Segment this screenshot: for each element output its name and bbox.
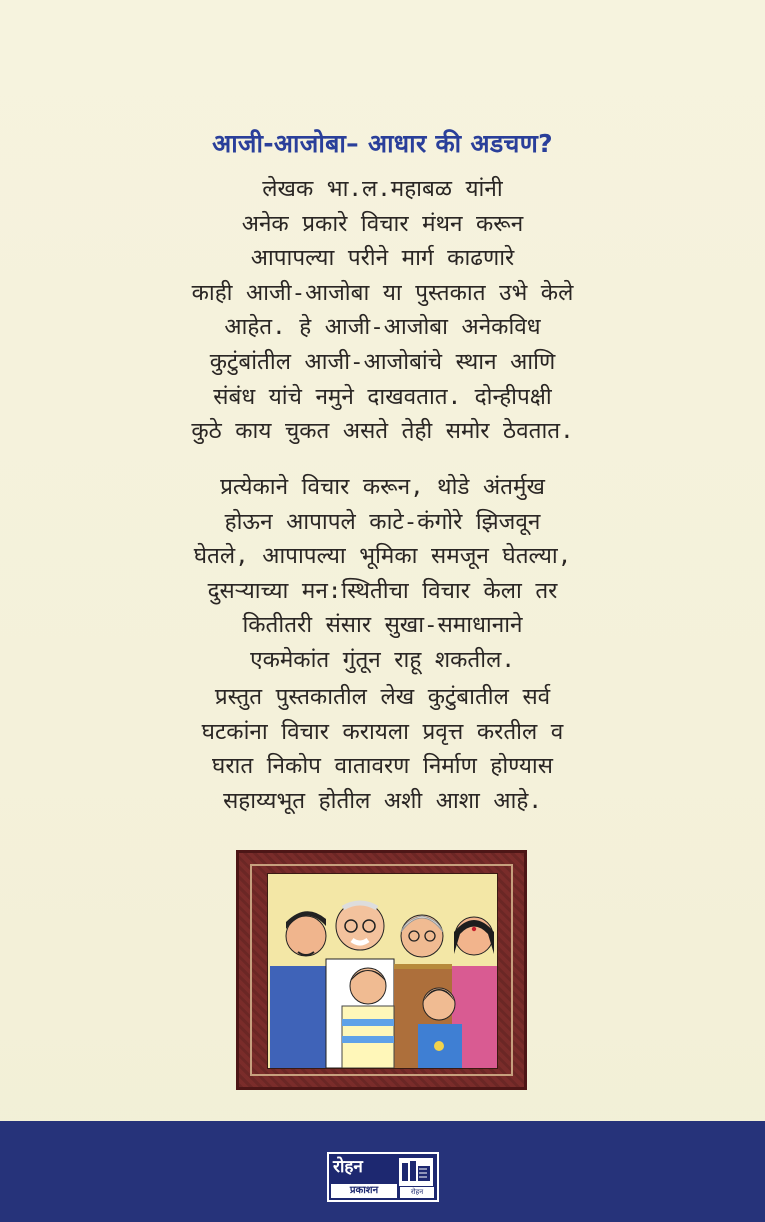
blurb-line: घटकांना विचार करायला प्रवृत्त करतील व [201,718,564,745]
blurb-line: प्रस्तुत पुस्तकातील लेख कुटुंबातील सर्व [214,684,551,710]
blurb-line: दुसऱ्याच्या मन:स्थितीचा विचार केला तर [207,577,558,604]
publisher-name: रोहन [333,1157,363,1177]
blurb-line: प्रत्येकाने विचार करून, थोडे अंतर्मुख [220,474,545,500]
blurb-line: कितीतरी संसार सुखा-समाधानाने [242,612,523,639]
publisher-logo [327,1152,439,1202]
blurb-line: एकमेकांत गुंतून राहू शकतील. [250,646,515,673]
blurb-line: संबंध यांचे नमुने दाखवतात. दोन्हीपक्षी [213,383,552,410]
family-illustration-frame [236,850,527,1090]
blurb-paragraph-1 [150,172,615,449]
blurb-line: होऊन आपापले काटे-कंगोरे झिजवून [224,508,541,535]
books-icon [399,1158,433,1186]
blurb-line: कुठे काय चुकत असते तेही समोर ठेवतात. [191,418,574,445]
blurb-line: आपापल्या परीने मार्ग काढणारे [250,245,515,272]
family-illustration-art [268,874,497,1068]
blurb-line: आहेत. हे आजी-आजोबा अनेकविध [224,314,541,341]
blurb-line: अनेक प्रकारे विचार मंथन करून [241,210,524,237]
family-illustration [267,873,498,1069]
blurb-line: कुटुंबांतील आजी-आजोबांचे स्थान आणि [209,348,556,375]
blurb-line: सहाय्यभूत होतील अशी आशा आहे. [223,787,542,814]
blurb-line: काही आजी-आजोबा या पुस्तकात उभे केले [191,279,574,306]
blurb-line: घरात निकोप वातावरण निर्माण होण्यास [212,753,553,780]
publisher-small-label: रोहन [400,1187,434,1198]
publisher-label: प्रकाशन [331,1184,397,1198]
blurb-line: लेखक भा.ल.महाबळ यांनी [262,176,503,202]
blurb-paragraph-3 [150,680,615,818]
blurb-paragraph-2 [150,470,615,678]
blurb-line: घेतले, आपापल्या भूमिका समजून घेतल्या, [193,543,572,570]
book-title: आजी-आजोबा– आधार की अडचण? [212,129,553,158]
